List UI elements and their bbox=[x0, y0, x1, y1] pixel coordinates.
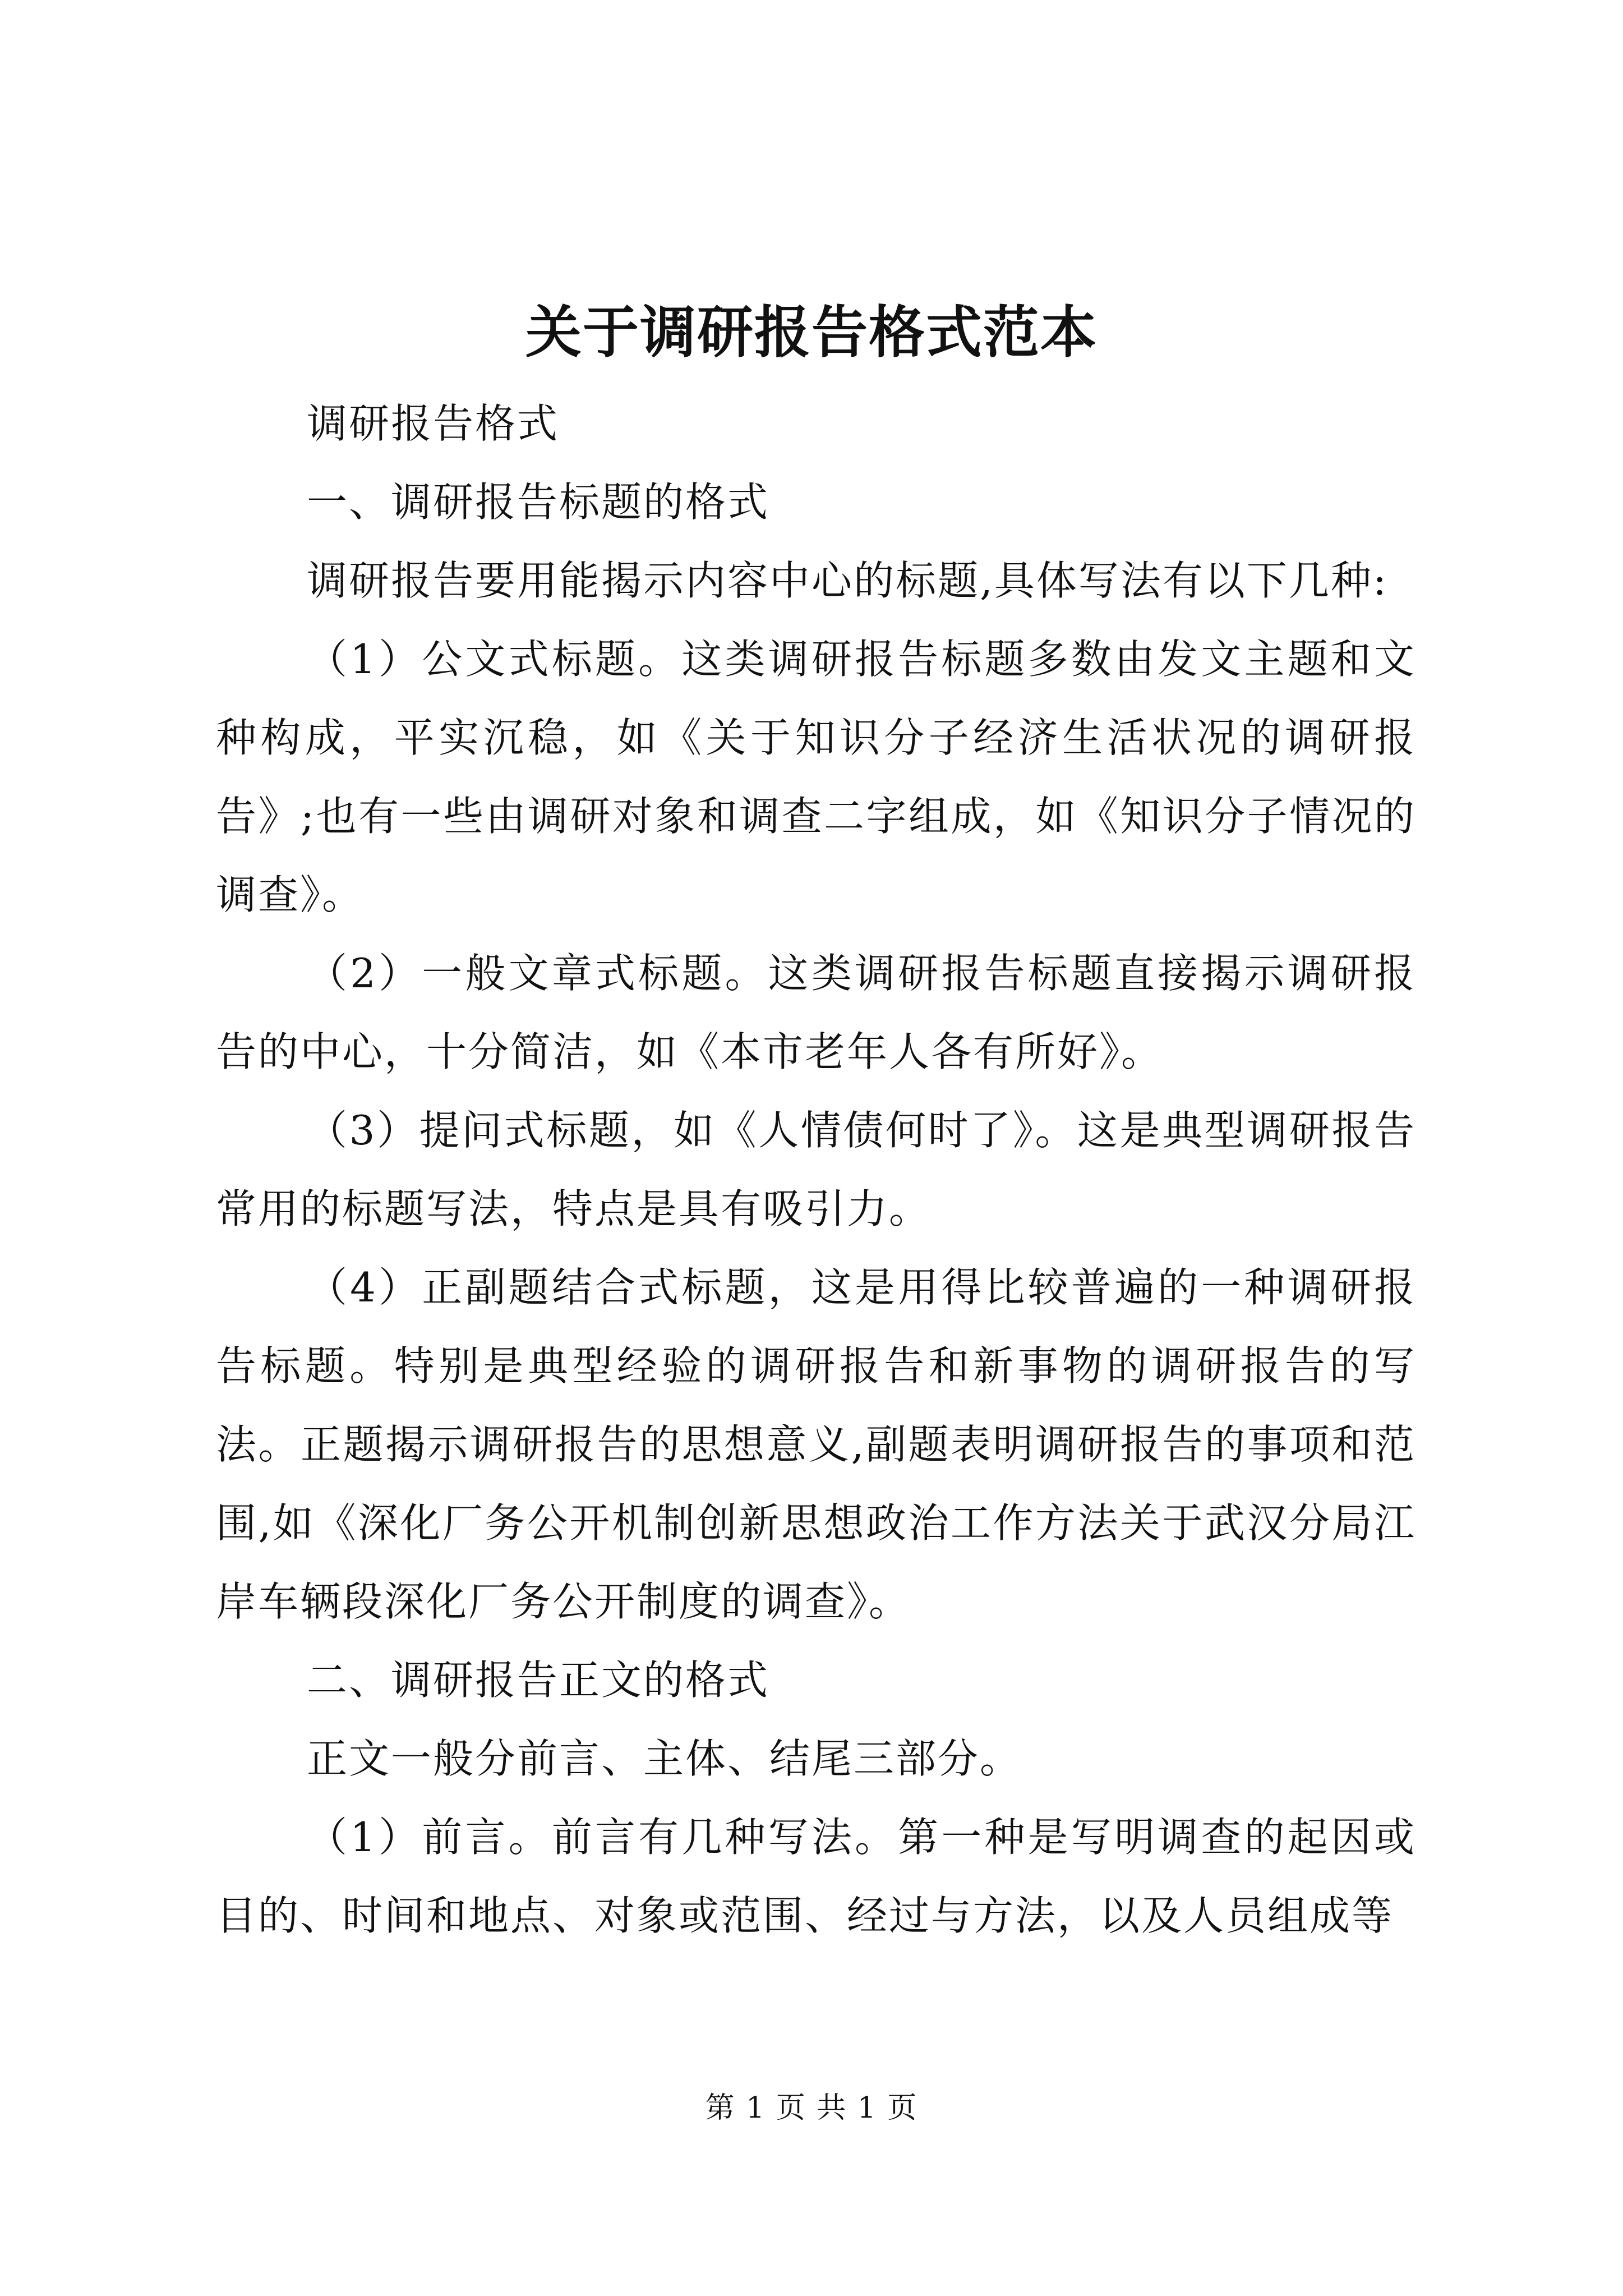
section-heading: 二、调研报告正文的格式 bbox=[307, 1657, 770, 1704]
paragraph: （3）提问式标题，如《人情债何时了》。这是典型调研报告常用的标题写法，特点是具有吸引力。 bbox=[216, 1107, 1416, 1232]
paragraph: （1）公文式标题。这类调研报告标题多数由发文主题和文种构成，平实沉稳，如《关于知识分子经济生活状况的调研报告》;也有一些由调研对象和调查二字组成，如《知识分子情况的调查》。 bbox=[216, 636, 1416, 918]
paragraph: 调研报告格式 bbox=[307, 400, 560, 447]
paragraph: （1）前言。前言有几种写法。第一种是写明调查的起因或目的、时间和地点、对象或范围、经过与方法，以及人员组成等 bbox=[216, 1814, 1416, 1939]
document-body bbox=[216, 384, 1416, 1955]
paragraph: （4）正副题结合式标题，这是用得比较普遍的一种调研报告标题。特别是典型经验的调研报告和新事物的调研报告的写法。正题揭示调研报告的思想意义,副题表明调研报告的事项和范围,如《深化厂务公开机制创新思想政治工作方法关于武汉分局江岸车辆段深化厂务公开制度的调查》。 bbox=[216, 1264, 1416, 1625]
page-number: 第 1 页 共 1 页 bbox=[705, 2091, 918, 2125]
paragraph: 正文一般分前言、主体、结尾三部分。 bbox=[307, 1735, 1022, 1782]
paragraph: 调研报告要用能揭示内容中心的标题,具体写法有以下几种: bbox=[307, 557, 1389, 604]
section-heading: 一、调研报告标题的格式 bbox=[307, 478, 770, 526]
paragraph: （2）一般文章式标题。这类调研报告标题直接揭示调研报告的中心，十分简洁，如《本市老年人各有所好》。 bbox=[216, 950, 1416, 1075]
document-title: 关于调研报告格式范本 bbox=[525, 299, 1098, 365]
